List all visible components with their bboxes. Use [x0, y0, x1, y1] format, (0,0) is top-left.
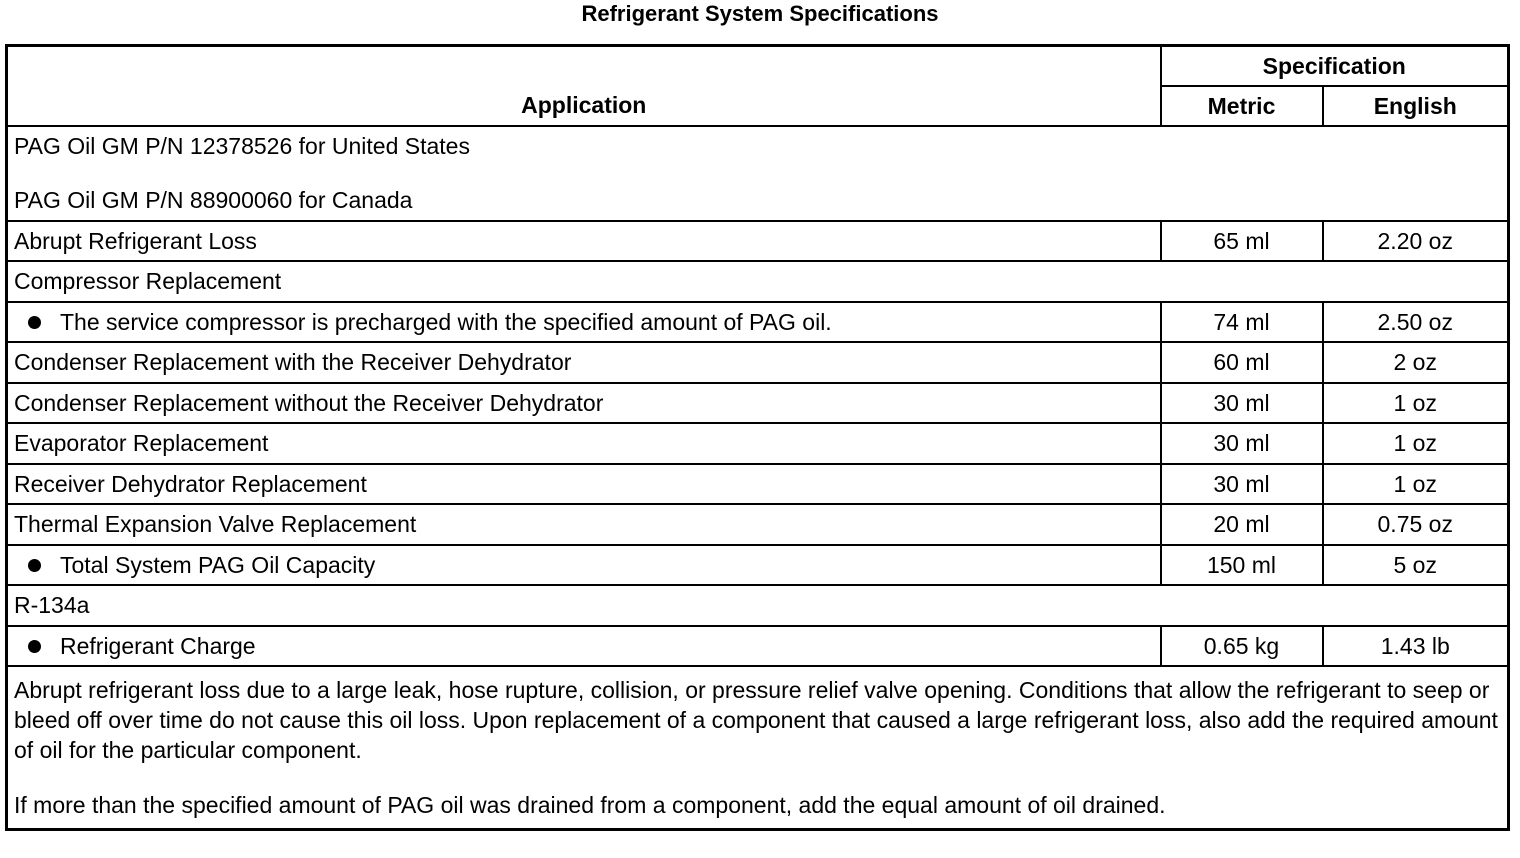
row-label: Compressor Replacement: [7, 261, 1509, 302]
row-english: 2.20 oz: [1323, 221, 1509, 262]
table-row: [7, 342, 1509, 383]
row-metric: 150 ml: [1161, 545, 1323, 586]
table-row: [7, 126, 1509, 221]
row-metric: 60 ml: [1161, 342, 1323, 383]
row-label: Condenser Replacement with the Receiver Dehydrator: [7, 342, 1161, 383]
table-row: [7, 464, 1509, 505]
row-english: 5 oz: [1323, 545, 1509, 586]
header-application: Application: [7, 46, 1161, 126]
row-metric: 74 ml: [1161, 302, 1323, 343]
row-label: Total System PAG Oil Capacity: [60, 551, 376, 578]
table-row: [7, 585, 1509, 626]
note-abrupt-loss: Abrupt refrigerant loss due to a large leak, hose rupture, collision, or pressure relief valve opening. Conditions that allow the refrigerant to seep or bleed off over time do not cause this oil loss. Upon replacement of a component that caused a large refrigerant loss, also add the required amount of oil for the particular component.: [14, 677, 1498, 763]
row-label: Refrigerant Charge: [60, 632, 256, 659]
row-english: 0.75 oz: [1323, 504, 1509, 545]
row-label: The service compressor is precharged with the specified amount of PAG oil.: [60, 308, 832, 335]
spec-table: [5, 44, 1510, 831]
row-english: 1.43 lb: [1323, 626, 1509, 667]
table-row: [7, 302, 1509, 343]
table-row: [7, 504, 1509, 545]
table-row: [7, 221, 1509, 262]
oil-part-us: PAG Oil GM P/N 12378526 for United States: [14, 133, 470, 159]
bullet-icon: [28, 640, 41, 653]
row-metric: 65 ml: [1161, 221, 1323, 262]
row-label: Evaporator Replacement: [7, 423, 1161, 464]
row-english: 2 oz: [1323, 342, 1509, 383]
row-english: 1 oz: [1323, 423, 1509, 464]
bullet-icon: [28, 316, 41, 329]
row-metric: 30 ml: [1161, 383, 1323, 424]
table-row: [7, 261, 1509, 302]
table-row: [7, 423, 1509, 464]
note-drained-oil: If more than the specified amount of PAG oil was drained from a component, add the equal amount of oil drained.: [14, 792, 1166, 818]
row-metric: 0.65 kg: [1161, 626, 1323, 667]
row-english: 1 oz: [1323, 383, 1509, 424]
row-label-cell: [7, 545, 1161, 586]
header-specification: Specification: [1161, 46, 1509, 86]
table-row: [7, 383, 1509, 424]
oil-part-canada: PAG Oil GM P/N 88900060 for Canada: [14, 187, 413, 213]
notes-cell: [7, 666, 1509, 830]
row-label-cell: [7, 626, 1161, 667]
row-metric: 20 ml: [1161, 504, 1323, 545]
row-label: R-134a: [7, 585, 1509, 626]
row-label: Abrupt Refrigerant Loss: [7, 221, 1161, 262]
oil-part-numbers: [7, 126, 1509, 221]
table-row: [7, 545, 1509, 586]
page-title: Refrigerant System Specifications: [581, 1, 939, 26]
header-english: English: [1323, 86, 1509, 126]
row-english: 2.50 oz: [1323, 302, 1509, 343]
header-metric: Metric: [1161, 86, 1323, 126]
row-metric: 30 ml: [1161, 464, 1323, 505]
bullet-icon: [28, 559, 41, 572]
row-label: Thermal Expansion Valve Replacement: [7, 504, 1161, 545]
table-row: [7, 666, 1509, 830]
row-label: Receiver Dehydrator Replacement: [7, 464, 1161, 505]
table-row: [7, 626, 1509, 667]
row-metric: 30 ml: [1161, 423, 1323, 464]
row-label-cell: [7, 302, 1161, 343]
row-label: Condenser Replacement without the Receiver Dehydrator: [7, 383, 1161, 424]
row-english: 1 oz: [1323, 464, 1509, 505]
